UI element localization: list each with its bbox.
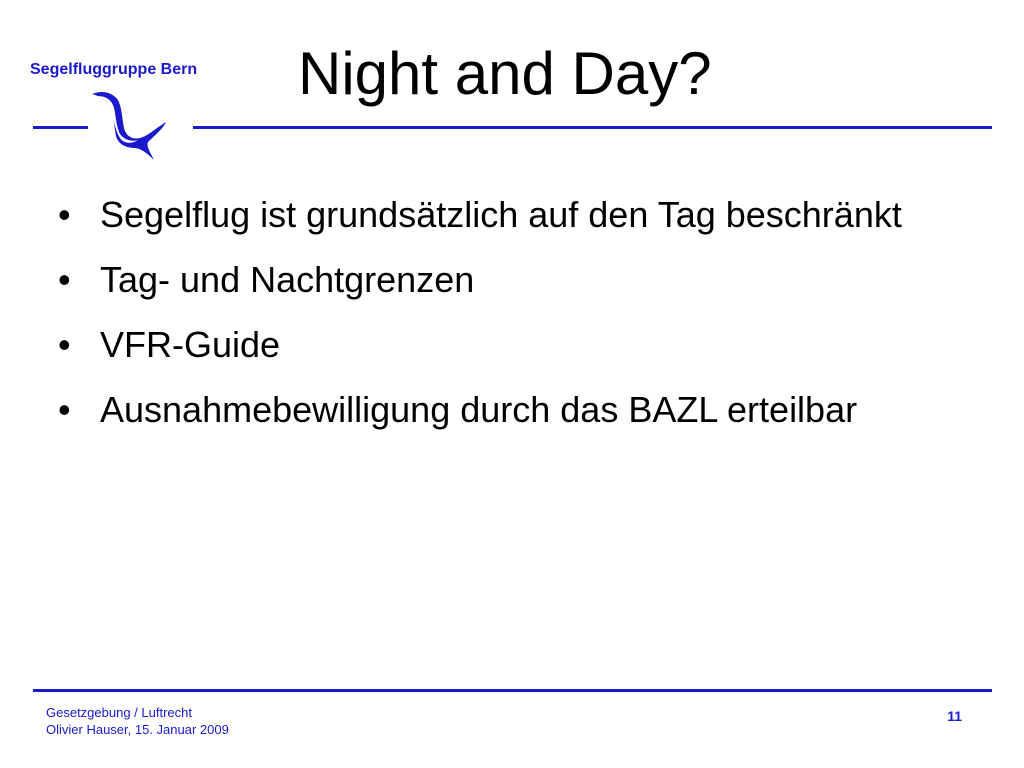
header-divider-right xyxy=(193,126,992,129)
slide-title: Night and Day? xyxy=(298,40,712,107)
bullet-dot-icon: • xyxy=(58,389,71,430)
bullet-item xyxy=(58,318,938,372)
bullet-text: Tag- und Nachtgrenzen xyxy=(100,259,475,300)
bullet-dot-icon: • xyxy=(58,259,71,300)
glider-bird-icon xyxy=(88,88,180,164)
bullet-item xyxy=(58,188,938,242)
bullet-dot-icon: • xyxy=(58,324,71,365)
footer-info xyxy=(46,704,229,738)
bullet-list xyxy=(58,188,938,448)
page-number: 11 xyxy=(947,708,962,724)
footer-divider xyxy=(33,689,992,692)
bullet-text: Ausnahmebewilligung durch das BAZL erteilbar xyxy=(100,389,858,430)
footer-topic: Gesetzgebung / Luftrecht xyxy=(46,705,192,720)
logo-text: Segelfluggruppe Bern xyxy=(30,61,198,78)
bullet-item xyxy=(58,253,938,307)
bullet-text: Segelflug ist grundsätzlich auf den Tag beschränkt xyxy=(100,194,902,235)
bullet-dot-icon: • xyxy=(58,194,71,235)
footer-author-date: Olivier Hauser, 15. Januar 2009 xyxy=(46,722,229,737)
header-divider-left xyxy=(33,126,88,129)
bullet-text: VFR-Guide xyxy=(100,324,281,365)
bullet-item xyxy=(58,383,938,437)
